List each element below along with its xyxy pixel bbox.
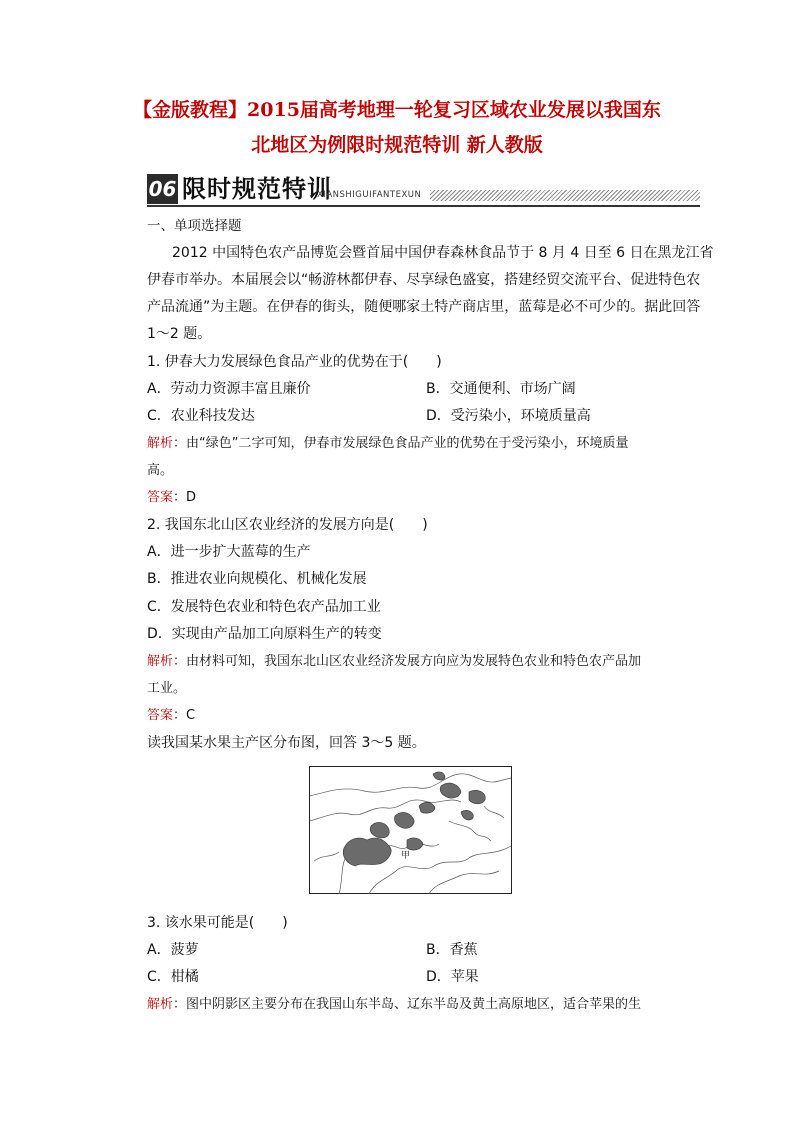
q2-analysis bbox=[147, 652, 641, 672]
section-banner bbox=[147, 172, 700, 208]
q1-analysis-label: 解析 bbox=[147, 436, 174, 451]
passage-line-4: 1～2 题。 bbox=[147, 326, 212, 342]
q3-analysis bbox=[147, 995, 641, 1015]
q3-option-b: B．香蕉 bbox=[426, 942, 478, 958]
q2-option-c: C．发展特色农业和特色农产品加工业 bbox=[147, 599, 381, 615]
q1-analysis-cont: 高。 bbox=[147, 463, 174, 478]
q1-option-a: A．劳动力资源丰富且廉价 bbox=[147, 381, 311, 397]
q2-analysis-cont: 工业。 bbox=[147, 681, 187, 696]
q3-option-d: D．苹果 bbox=[426, 969, 479, 985]
q1-answer-label: 答案 bbox=[147, 490, 174, 505]
map-intro: 读我国某水果主产区分布图，回答 3～5 题。 bbox=[147, 735, 426, 751]
q2-analysis-label: 解析 bbox=[147, 654, 174, 669]
q2-option-d: D．实现由产品加工向原料生产的转变 bbox=[147, 626, 382, 642]
q1-answer bbox=[147, 488, 196, 508]
banner-subtitle: XIANSHIGUIFANTEXUN bbox=[317, 190, 422, 200]
q3-analysis-label: 解析 bbox=[147, 997, 174, 1012]
passage-line-1: 2012 中国特色农产品博览会暨首届中国伊春森林食品节于 8 月 4 日至 6 日在黑龙江省 bbox=[172, 245, 714, 261]
banner-title: 限时规范特训 bbox=[182, 175, 332, 203]
q1-option-b: B．交通便利、市场广阔 bbox=[426, 381, 576, 397]
passage-line-3: 产品流通”为主题。在伊春的街头，随便哪家土特产商店里，蓝莓是必不可少的。据此回答 bbox=[147, 299, 701, 315]
map-label-jia: 甲 bbox=[401, 851, 411, 861]
map-frame bbox=[310, 767, 512, 894]
banner-rule bbox=[147, 205, 700, 207]
q3-option-c: C．柑橘 bbox=[147, 969, 199, 985]
q2-answer bbox=[147, 706, 195, 726]
q2-answer-label: 答案 bbox=[147, 708, 174, 723]
document-title-line-2: 北地区为例限时规范特训 新人教版 bbox=[251, 134, 543, 156]
passage-line-2: 伊春市举办。本届展会以“畅游林都伊春、尽享绿色盛宴，搭建经贸交流平台、促进特色农 bbox=[147, 272, 701, 288]
banner-stripes bbox=[430, 190, 700, 201]
question-3-stem: 3. 该水果可能是( ) bbox=[147, 915, 288, 931]
q1-option-c: C．农业科技发达 bbox=[147, 408, 255, 424]
q2-answer-value: ：C bbox=[173, 708, 196, 723]
q1-option-d: D．受污染小，环境质量高 bbox=[426, 408, 591, 424]
q1-analysis-text: ：由“绿色”二字可知，伊春市发展绿色食品产业的优势在于受污染小，环境质量 bbox=[173, 436, 629, 451]
q2-analysis-text: ：由材料可知，我国东北山区农业经济发展方向应为发展特色农业和特色农产品加 bbox=[173, 654, 642, 669]
document-title-line-1: 【金版教程】2015届高考地理一轮复习区域农业发展以我国东 bbox=[133, 99, 661, 121]
q1-analysis bbox=[147, 434, 629, 454]
q2-option-a: A．进一步扩大蓝莓的生产 bbox=[147, 544, 311, 560]
q2-option-b: B．推进农业向规模化、机械化发展 bbox=[147, 571, 367, 587]
question-1-stem: 1. 伊春大力发展绿色食品产业的优势在于( ) bbox=[147, 354, 442, 370]
q3-analysis-text: ：图中阴影区主要分布在我国山东半岛、辽东半岛及黄土高原地区，适合苹果的生 bbox=[173, 997, 642, 1012]
fruit-region-map bbox=[309, 766, 512, 894]
q1-answer-value: ：D bbox=[173, 490, 197, 505]
question-2-stem: 2. 我国东北山区农业经济的发展方向是( ) bbox=[147, 517, 428, 533]
q3-option-a: A．菠萝 bbox=[147, 942, 199, 958]
section-heading: 一、单项选择题 bbox=[147, 218, 242, 234]
banner-number: 06 bbox=[147, 174, 178, 204]
